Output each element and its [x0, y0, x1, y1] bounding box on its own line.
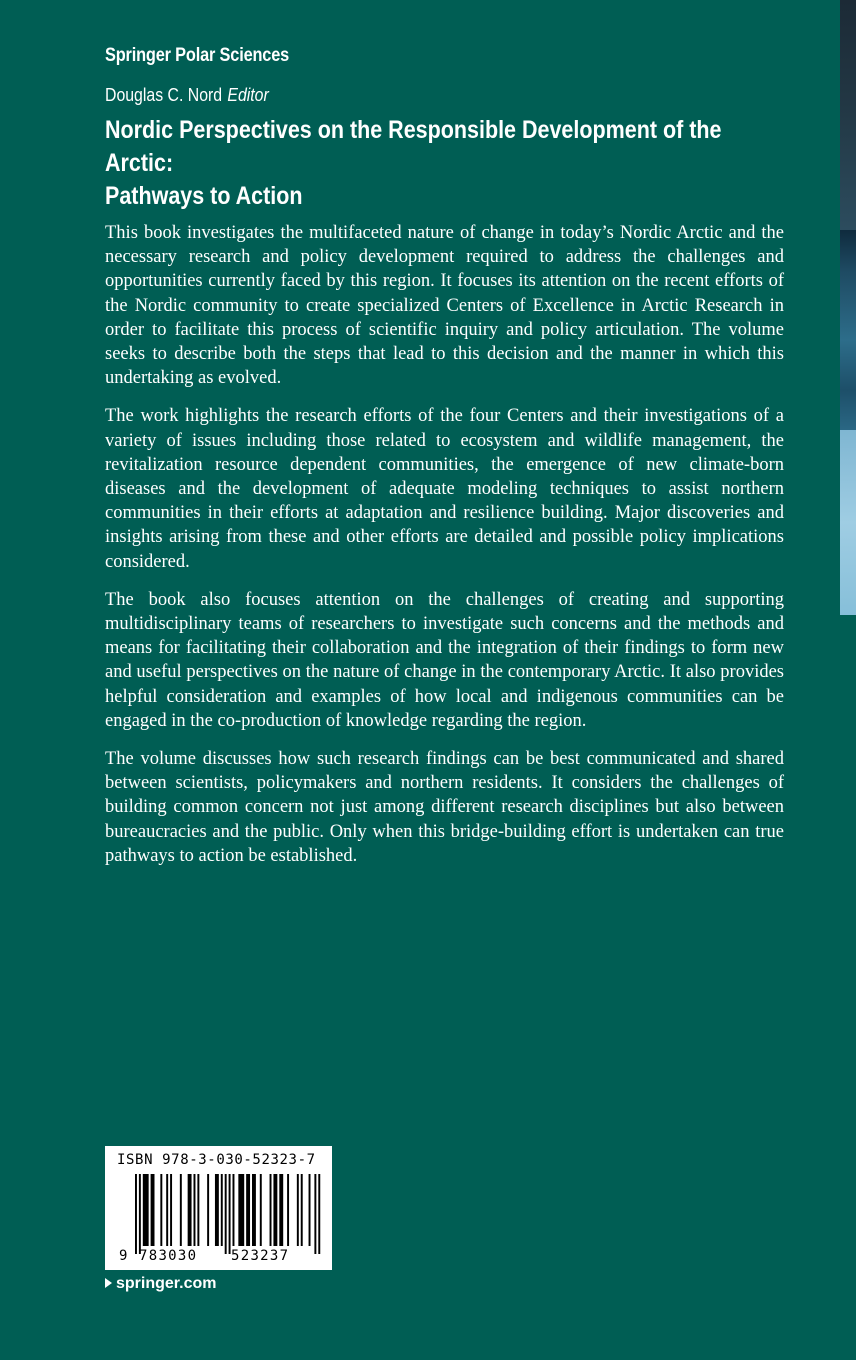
barcode-bar	[301, 1174, 303, 1246]
barcode-bar	[309, 1174, 311, 1246]
book-description	[105, 221, 784, 882]
barcode-bar	[139, 1174, 141, 1254]
barcode-bar	[314, 1174, 316, 1254]
cover-edge-strip	[840, 0, 856, 1360]
edge-photo-dark	[840, 0, 856, 230]
barcode-bar	[273, 1174, 277, 1246]
barcode-bar	[318, 1174, 320, 1254]
barcode-bar	[279, 1174, 283, 1246]
barcode-bar	[270, 1174, 272, 1246]
book-title	[105, 114, 776, 213]
barcode-bar	[260, 1174, 262, 1246]
barcode-bar	[197, 1174, 199, 1246]
description-paragraph: The volume discusses how such research findings can be best communicated and shared between scientists, policymakers and northern residents. It considers the challenges of building common concern not just among different research disciplines but also between bureaucracies and the public. Only when this bridge-building effort is undertaken can true pathways to action be established.	[105, 749, 784, 866]
book-title-line-1: Nordic Perspectives on the Responsible Development of the Arctic:	[105, 116, 722, 177]
barcode-bar	[229, 1174, 231, 1254]
ean-digits-right: 523237	[231, 1248, 290, 1264]
barcode-bar	[143, 1174, 149, 1246]
barcode-bar	[194, 1174, 196, 1246]
description-paragraph: The work highlights the research efforts of the four Centers and their investigations of a variety of issues including those related to ecosystem and wildlife management, the revitalization resource dependent communities, the emergence of new climate-born diseases and the development of adequate modeling techniques to assist northern communities in their efforts at adaptation and resilience building. Major discoveries and insights arising from these and other efforts are detailed and possible policy implications considered.	[105, 406, 784, 572]
barcode-bar	[151, 1174, 155, 1246]
edge-photo-water	[840, 230, 856, 430]
barcode-bar	[135, 1174, 137, 1254]
ean-digits-left: 783030	[139, 1248, 198, 1264]
barcode-bar	[180, 1174, 182, 1246]
editor-line	[105, 85, 269, 106]
barcode-bar	[166, 1174, 168, 1246]
barcode-bar	[170, 1174, 172, 1246]
editor-role: Editor	[227, 85, 269, 105]
barcode-bar	[233, 1174, 235, 1246]
series-title: Springer Polar Sciences	[105, 45, 290, 66]
description-paragraph: This book investigates the multifaceted nature of change in today’s Nordic Arctic and the necessary research and policy development required to address the challenges and opportunities currently faced by this region. It focuses its attention on the recent efforts of the Nordic community to create specialized Centers of Excellence in Arctic Research in order to facilitate this process of scientific inquiry and policy articulation. The volume seeks to describe both the steps that lead to this decision and the manner in which this undertaking as evolved.	[105, 223, 784, 389]
book-title-line-2: Pathways to Action	[105, 182, 303, 210]
barcode-bar	[188, 1174, 192, 1246]
publisher-website-text: springer.com	[116, 1275, 217, 1292]
editor-name: Douglas C. Nord	[105, 85, 223, 105]
ean-digit-first: 9	[119, 1248, 128, 1264]
barcode-bar	[207, 1174, 209, 1246]
barcode-bar	[252, 1174, 256, 1246]
publisher-website[interactable]	[105, 1275, 216, 1293]
barcode-bar	[221, 1174, 223, 1246]
barcode-bar	[160, 1174, 162, 1246]
isbn-barcode-box	[105, 1146, 332, 1270]
isbn-label: ISBN 978-3-030-52323-7	[117, 1152, 316, 1168]
barcode-bar	[297, 1174, 299, 1246]
edge-photo-ice	[840, 430, 856, 615]
barcode-bar	[287, 1174, 289, 1246]
description-paragraph: The book also focuses attention on the challenges of creating and supporting multidisciplinary teams of researchers to investigate such concerns and the methods and means for facilitating their collaboration and the integration of their findings to form new and useful perspectives on the nature of change in the contemporary Arctic. It also provides helpful consideration and examples of how local and indigenous communities can be engaged in the co-production of knowledge regarding the region.	[105, 589, 784, 731]
barcode-bar	[215, 1174, 219, 1246]
barcode-bar	[238, 1174, 244, 1246]
barcode-bar	[225, 1174, 227, 1254]
barcode-bar	[246, 1174, 250, 1246]
arrow-right-icon	[105, 1278, 112, 1288]
